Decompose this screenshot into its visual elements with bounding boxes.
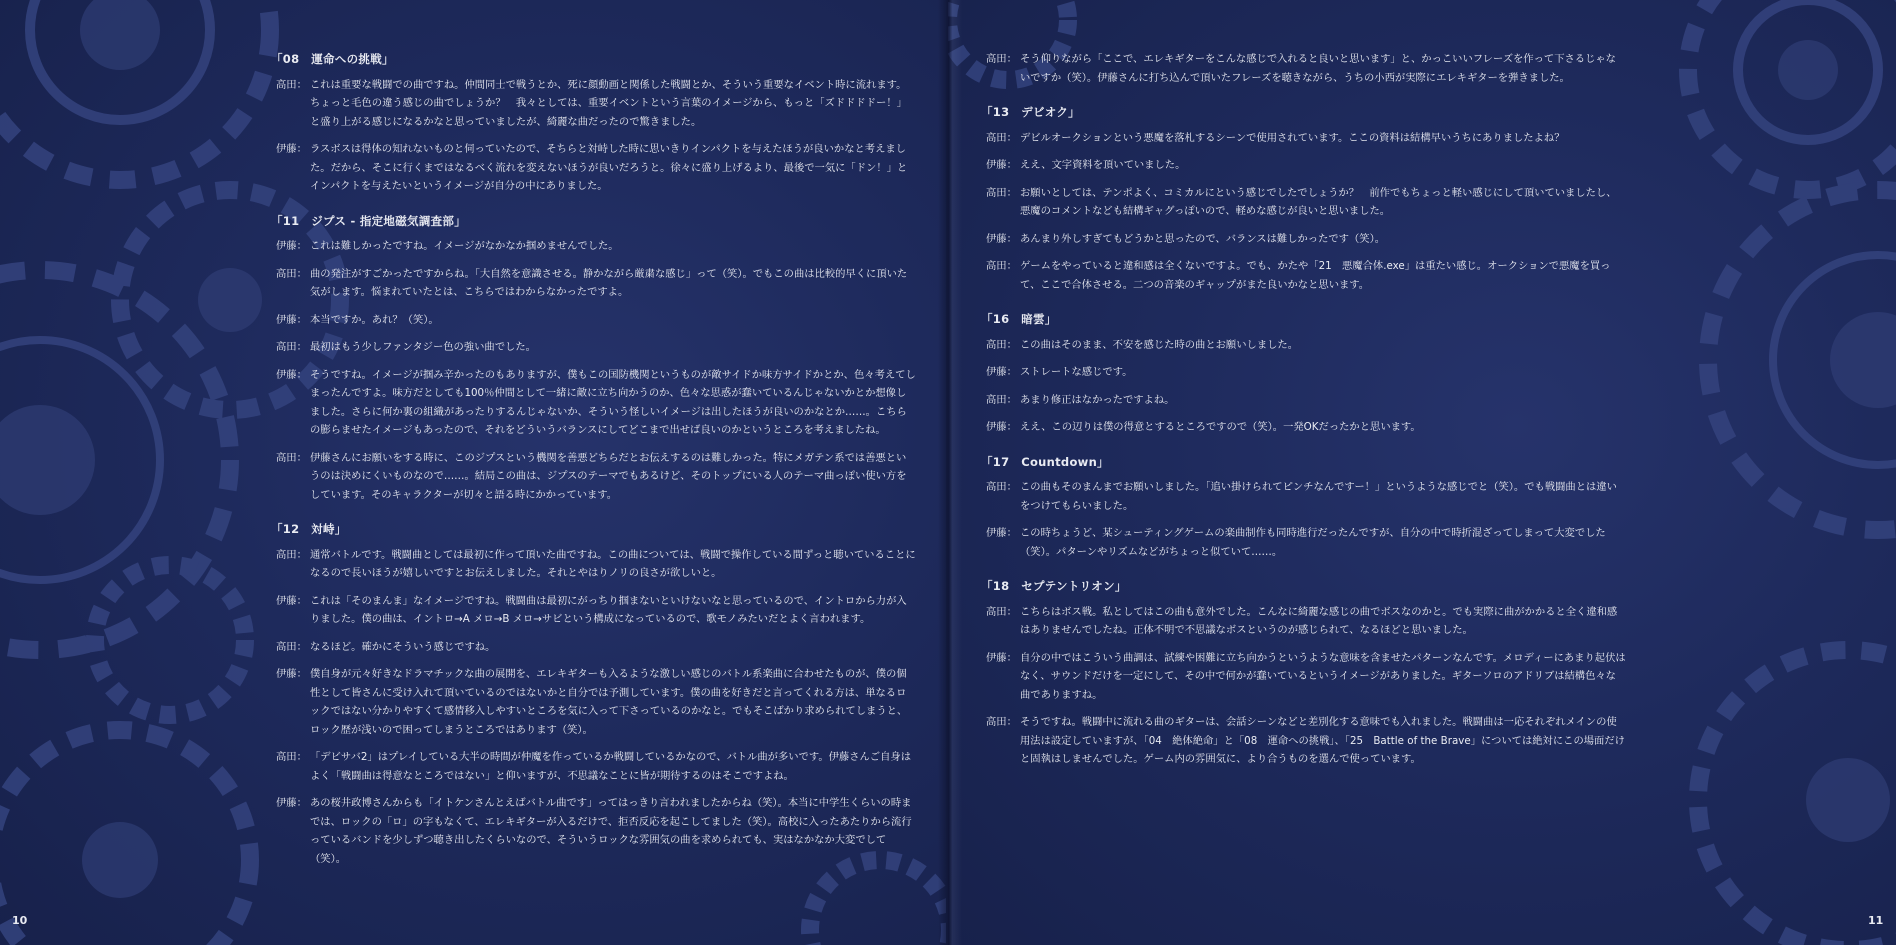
- page-number-left: 10: [12, 914, 28, 927]
- dialogue-text: 曲の発注がすごかったですからね。「大自然を意識させる。静かながら厳粛な感じ」って（笑）。でもこの曲は比較的早くに頂いた気がします。悩まれていたとは、こちらではわからなかったですよ。: [310, 267, 908, 298]
- dialogue-entry: [276, 665, 916, 739]
- dialogue-text: この曲もそのまんまでお願いしました。「追い掛けられてピンチなんですー！」というような感じでと（笑）。でも戦闘曲とは違いをつけてもらいました。: [1020, 481, 1617, 512]
- speaker-name: 高田：: [986, 393, 1017, 406]
- dialogue-entry: [276, 338, 916, 357]
- section-title: 「18 セプテントリオン」: [981, 579, 1127, 593]
- dialogue-entry: [986, 129, 1626, 148]
- dialogue-text: そう仰りながら「ここで、エレキギターをこんな感じで入れると良いと思います」と、かっこいいフレーズを作って下さるじゃないですか（笑）。伊藤さんに打ち込んで頂いたフレーズを聴きながら、うちの小西が実際にエレキギターを弾きました。: [1020, 53, 1616, 84]
- speaker-name: 高田：: [986, 131, 1017, 144]
- dialogue-entry: [276, 311, 916, 330]
- speaker-name: 高田：: [276, 640, 307, 653]
- dialogue-text: ラスボスは得体の知れないものと伺っていたので、そちらと対峙した時に思いきりインパクトを与えたほうが良いかなと考えました。だから、そこに行くまではなるべく流れを変えないほうが良いだろうと。徐々に盛り上げるより、最後で一気に「ドン！」とインパクトを与えたいというイメージが自分の中にありました。: [310, 143, 908, 192]
- speaker-name: 高田：: [276, 341, 307, 353]
- dialogue-entry: [986, 649, 1626, 705]
- speaker-name: 伊藤：: [986, 366, 1017, 378]
- speaker-name: 伊藤：: [276, 313, 307, 326]
- dialogue-entry: [986, 156, 1626, 175]
- interview-section: [271, 520, 916, 868]
- interview-section: [271, 212, 916, 505]
- left-column: [271, 50, 916, 884]
- dialogue-entry: [276, 748, 916, 785]
- dialogue-entry: [986, 603, 1626, 640]
- speaker-name: 伊藤：: [986, 421, 1017, 433]
- dialogue-text: これは難しかったですね。イメージがなかなか掴めませんでした。: [310, 240, 619, 252]
- speaker-name: 高田：: [276, 548, 307, 561]
- dialogue-entry: [276, 237, 916, 256]
- section-title: 「08 運命への挑戦」: [271, 52, 394, 66]
- dialogue-entry: [986, 257, 1626, 294]
- dialogue-text: なるほど。確かにそういう感じですね。: [310, 640, 496, 653]
- dialogue-text: 「デビサバ2」はプレイしている大半の時間が仲魔を作っているか戦闘しているかなので、バトル曲が多いです。伊藤さんご自身はよく「戦闘曲は得意なところではない」と仰いますが、不思議なことに皆が期待するのはそこですよね。: [310, 751, 911, 782]
- speaker-name: 伊藤：: [276, 143, 307, 155]
- dialogue-entry: [986, 363, 1626, 382]
- speaker-name: 伊藤：: [276, 668, 307, 680]
- dialogue-text: これは重要な戦闘での曲ですね。仲間同士で戦うとか、死に顔動画と関係した戦闘とか、そういう重要なイベント時に流れます。ちょっと毛色の違う感じの曲でしょうか？ 我々としては、重要イベントという言葉のイメージから、もっと「ズドドドドー！」と盛り上がる感じになるかなと思っていましたが、綺麗な曲だったので驚きました。: [310, 78, 907, 128]
- right-page: [948, 0, 1896, 945]
- speaker-name: 伊藤：: [276, 368, 307, 381]
- interview-section: [981, 453, 1626, 562]
- dialogue-entry: [276, 449, 916, 505]
- dialogue-text: ええ、文字資料を頂いていました。: [1020, 159, 1186, 171]
- speaker-name: 高田：: [986, 260, 1017, 272]
- speaker-name: 高田：: [986, 186, 1017, 199]
- dialogue-text: これは「そのまんま」なイメージですね。戦闘曲は最初にがっちり掴まないといけないなと思っているので、イントロから力が入りました。僕の曲は、イントロ→A メロ→B メロ→サビという構成になっているので、歌モノみたいだとよく言われます。: [310, 594, 907, 625]
- dialogue-text: この曲はそのまま、不安を感じた時の曲とお願いしました。: [1020, 338, 1299, 351]
- dialogue-text: そうですね。イメージが掴み辛かったのもありますが、僕もこの国防機関というものが敵サイドか味方サイドかとか、色々考えてしまったんですよ。味方だとしても100％仲間として一緒に敵に立ち向かうのか、色々な思惑が蠢いているんじゃないかとか想像しました。さらに何か裏の組織があったりするんじゃないか、そういう怪しいイメージは出したほうが良いのかなとか……。こちらの膨らませたイメージもあったので、それをどういうバランスにしてどこまで出せば良いのかというところを考えましたね。: [310, 368, 916, 436]
- dialogue-entry: [986, 184, 1626, 221]
- speaker-name: 伊藤：: [986, 527, 1017, 539]
- speaker-name: 高田：: [986, 53, 1017, 65]
- dialogue-text: 本当ですか。あれ？（笑）。: [310, 313, 439, 326]
- dialogue-text: お願いとしては、テンポよく、コミカルにという感じでしたでしょうか？ 前作でもちょっと軽い感じにして頂いていましたし、悪魔のコメントなども結構ギャグっぽいので、軽めな感じが良いと思いました。: [1020, 186, 1617, 217]
- dialogue-entry: [986, 50, 1626, 87]
- interview-section: [981, 577, 1626, 769]
- dialogue-entry: [986, 418, 1626, 437]
- dialogue-text: 最初はもう少しファンタジー色の強い曲でした。: [310, 341, 536, 353]
- dialogue-entry: [276, 638, 916, 657]
- dialogue-entry: [986, 336, 1626, 355]
- dialogue-text: この時ちょうど、某シューティングゲームの楽曲制作も同時進行だったんですが、自分の中で時折混ざってしまって大変でした（笑）。パターンやリズムなどがちょっと似ていて……。: [1020, 527, 1606, 558]
- right-column: [981, 50, 1626, 785]
- interview-section: [986, 50, 1626, 87]
- dialogue-text: ええ、この辺りは僕の得意とするところですので（笑）。一発OKだったかと思います。: [1020, 421, 1421, 433]
- dialogue-text: ストレートな感じです。: [1020, 366, 1133, 378]
- speaker-name: 高田：: [276, 267, 307, 280]
- speaker-name: 伊藤：: [276, 240, 307, 252]
- speaker-name: 高田：: [986, 481, 1017, 493]
- page-number-right: 11: [1868, 914, 1884, 927]
- section-title: 「11 ジプス - 指定地磁気調査部」: [271, 213, 467, 228]
- dialogue-entry: [986, 713, 1626, 769]
- speaker-name: 高田：: [986, 716, 1017, 728]
- section-title: 「16 暗雲」: [981, 312, 1057, 326]
- dialogue-entry: [276, 546, 916, 583]
- interview-section: [981, 310, 1626, 437]
- speaker-name: 高田：: [986, 605, 1017, 618]
- dialogue-text: ゲームをやっていると違和感は全くないですよ。でも、かたや「21 悪魔合体.exe」は重たい感じ。オークションで悪魔を買って、ここで合体させる。二つの音楽のギャップがまた良いかなと思います。: [1020, 260, 1611, 291]
- dialogue-text: あんまり外しすぎてもどうかと思ったので、バランスは難しかったです（笑）。: [1020, 232, 1386, 245]
- speaker-name: 伊藤：: [986, 232, 1017, 245]
- speaker-name: 高田：: [276, 451, 307, 464]
- dialogue-entry: [276, 265, 916, 302]
- dialogue-text: そうですね。戦闘中に流れる曲のギターは、会話シーンなどと差別化する意味でも入れました。戦闘曲は一応それぞれメインの使用法は設定していますが、「04 絶体絶命」と「08 運命への挑戦」、「25 Battle of the Brave」については絶対にこの場面だけと固執はしませんでした。ゲーム内の雰囲気に、より合うものを選んで使っています。: [1020, 716, 1625, 765]
- dialogue-text: 伊藤さんにお願いをする時に、このジプスという機関を善悪どちらだとお伝えするのは難しかった。特にメガテン系では善悪というのは決めにくいものなので……。結局この曲は、ジプスのテーマでもあるけど、そのトップにいる人のテーマ曲っぽい使い方をしています。そのキャラクターが切々と語る時にかかっています。: [310, 451, 907, 501]
- dialogue-entry: [986, 524, 1626, 561]
- speaker-name: 伊藤：: [276, 797, 307, 809]
- dialogue-entry: [276, 76, 916, 132]
- speaker-name: 伊藤：: [276, 594, 307, 607]
- dialogue-text: あまり修正はなかったですよね。: [1020, 393, 1175, 406]
- dialogue-entry: [986, 478, 1626, 515]
- dialogue-entry: [276, 794, 916, 868]
- dialogue-text: デビルオークションという悪魔を落札するシーンで使用されています。ここの資料は結構早いうちにありましたよね？: [1020, 131, 1565, 144]
- dialogue-text: 僕自身が元々好きなドラマチックな曲の展開を、エレキギターも入るような激しい感じのバトル系楽曲に合わせたものが、僕の個性として皆さんに受け入れて頂いているのではないかと自分では予測しています。僕の曲を好きだと言ってくれる方は、単なるロックではない分かりやすくて感情移入しやすいところを気に入って下さっているのかなと。でもそこばかり求められてしまうと、ロック歴が浅いので困ってしまうところではあります（笑）。: [310, 668, 908, 736]
- dialogue-entry: [276, 592, 916, 629]
- section-title: 「12 対峙」: [271, 522, 347, 536]
- section-title: 「17 Countdown」: [981, 454, 1109, 469]
- book-spine: [938, 0, 962, 945]
- dialogue-text: 通常バトルです。戦闘曲としては最初に作って頂いた曲ですね。この曲については、戦闘で操作している間ずっと聴いていることになるので長いほうが嬉しいですとお伝えしました。それとやはりノリの良さが欲しいと。: [310, 548, 916, 579]
- dialogue-entry: [276, 140, 916, 196]
- dialogue-text: こちらはボス戦。私としてはこの曲も意外でした。こんなに綺麗な感じの曲でボスなのかと。でも実際に曲がかかると全く違和感はありませんでしたね。正体不明で不思議なボスというのが感じられて、なるほどと思いました。: [1020, 605, 1618, 636]
- section-title: 「13 デビオク」: [981, 105, 1080, 119]
- speaker-name: 伊藤：: [986, 651, 1017, 664]
- left-page: [0, 0, 946, 945]
- speaker-name: 高田：: [986, 338, 1017, 351]
- dialogue-text: あの桜井政博さんからも「イトケンさんとえばバトル曲です」ってはっきり言われましたからね（笑）。本当に中学生くらいの時までは、ロックの「ロ」の字もなくて、エレキギターが入るだけで、拒否反応を起こしてました（笑）。高校に入ったあたりから流行っているバンドを少しずつ聴き出したくらいなので、そういうロックな雰囲気の曲を求められても、実はなかなか大変でして（笑）。: [310, 797, 912, 865]
- dialogue-entry: [986, 230, 1626, 249]
- interview-section: [981, 103, 1626, 294]
- interview-section: [271, 50, 916, 196]
- speaker-name: 高田：: [276, 78, 307, 91]
- dialogue-text: 自分の中ではこういう曲調は、試練や困難に立ち向かうというような意味を含ませたパターンなんです。メロディーにあまり起伏はなく、サウンドだけを一定にして、その中で何かが蠢いているというイメージがありました。ギターソロのアドリブは結構色々な曲でありますね。: [1020, 651, 1626, 701]
- speaker-name: 高田：: [276, 751, 307, 763]
- speaker-name: 伊藤：: [986, 159, 1017, 171]
- dialogue-entry: [986, 391, 1626, 410]
- dialogue-entry: [276, 366, 916, 440]
